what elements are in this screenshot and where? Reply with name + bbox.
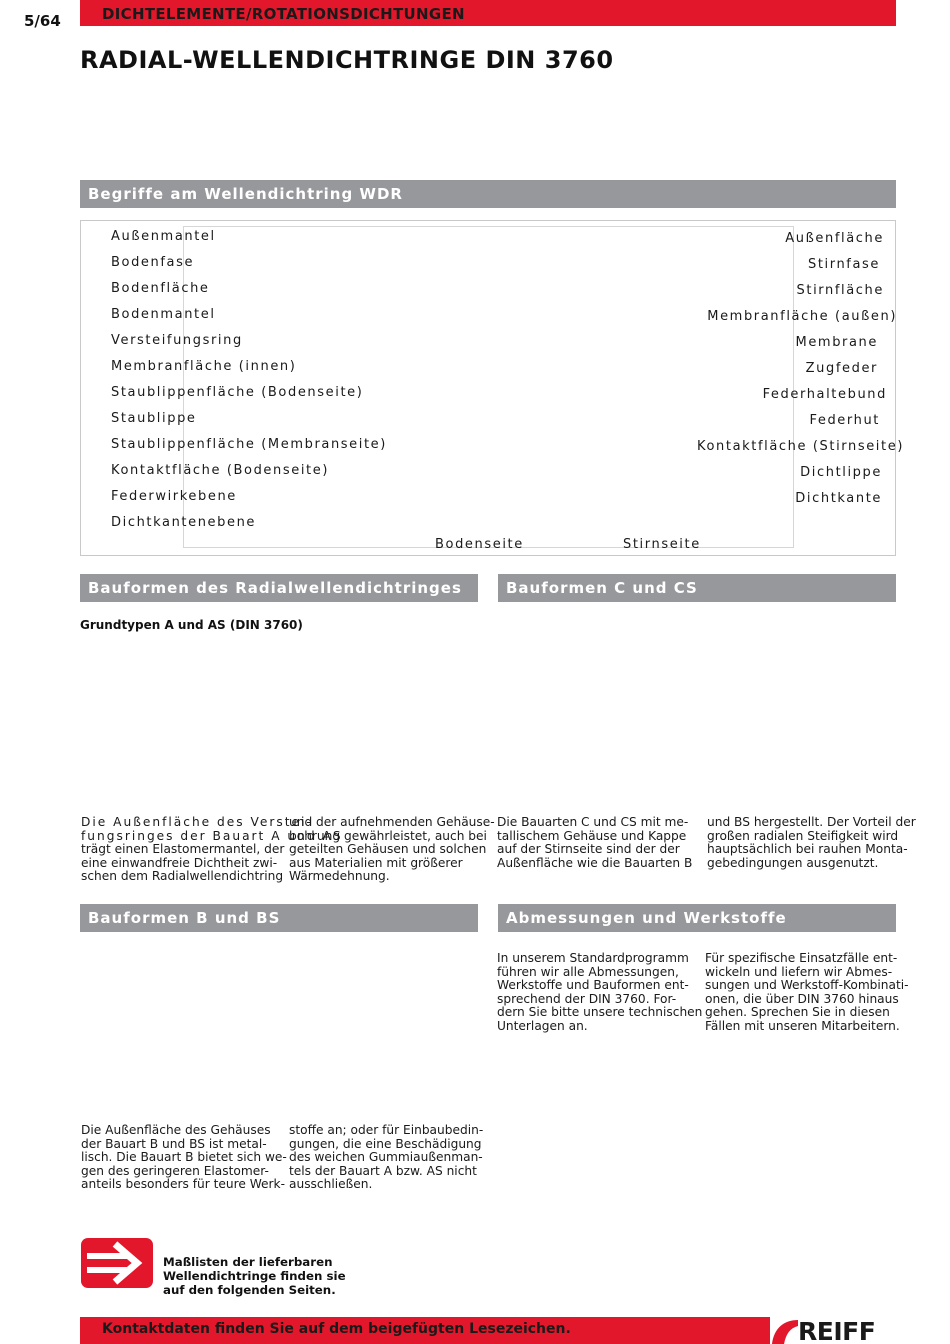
text-line: Die Außenfläche des Gehäuses (81, 1123, 271, 1137)
section-bar-c-cs (498, 574, 896, 602)
text-line: hauptsächlich bei rauhen Monta- (707, 842, 908, 857)
term-left: Staublippenfläche (Membranseite) (111, 437, 387, 452)
term-right: Stirnfase (807, 257, 880, 272)
c-cs-text-col1 (497, 816, 692, 870)
term-right: Zugfeder (805, 361, 878, 376)
text-line: stoffe an; oder für Einbaubedin- (289, 1123, 484, 1137)
text-line: Fällen mit unseren Mitarbeitern. (705, 1018, 900, 1033)
text-line: Maßlisten der lieferbaren (163, 1255, 333, 1269)
text-line: In unserem Standardprogramm (497, 951, 689, 965)
text-line: schen dem Radialwellendichtring (81, 869, 284, 884)
term-left: Membranfläche (innen) (111, 359, 297, 374)
section-bar-types (80, 574, 478, 602)
logo-text: REIFF (798, 1317, 876, 1344)
text-line: fungsringes der Bauart A und AS (81, 828, 343, 843)
types-subheading: Grundtypen A und AS (DIN 3760) (80, 618, 303, 632)
section-title-types: Bauformen des Radialwellendichtringes (88, 579, 462, 597)
text-line: Die Bauarten C und CS mit me- (497, 815, 689, 829)
text-line: großen radialen Steifigkeit wird (707, 828, 899, 843)
term-right: Dichtlippe (800, 465, 882, 480)
category-band (80, 0, 896, 26)
term-left: Bodenmantel (111, 307, 216, 322)
text-line: ausschließen. (289, 1177, 373, 1192)
text-line: gebedingungen ausgenutzt. (707, 855, 879, 870)
text-line: wickeln und liefern wir Abmes- (705, 964, 893, 979)
b-bs-text-col2 (289, 1124, 483, 1192)
page-number: 5/64 (24, 12, 61, 30)
term-left: Bodenfase (111, 255, 195, 270)
text-line: und der aufnehmenden Gehäuse- (289, 815, 495, 829)
arrow-right-icon (81, 1238, 153, 1288)
text-line: anteils besonders für teure Werk- (81, 1177, 286, 1192)
text-line: gehen. Sprechen Sie in diesen (705, 1005, 890, 1020)
text-line: Werkstoffe und Bauformen ent- (497, 978, 689, 993)
term-left: Außenmantel (111, 229, 216, 244)
text-line: Wellendichtringe finden sie (163, 1269, 346, 1283)
term-left: Federwirkebene (111, 489, 237, 504)
section-bar-b-bs (80, 904, 478, 932)
dimensions-text-col2 (705, 952, 909, 1034)
term-left: Bodenfläche (111, 281, 210, 296)
text-line: gen des geringeren Elastomer- (81, 1163, 269, 1178)
text-line: Für spezifische Einsatzfälle ent- (705, 951, 898, 965)
text-line: bohrung gewährleistet, auch bei (289, 828, 487, 843)
term-stirnseite: Stirnseite (623, 537, 701, 552)
term-right: Außenfläche (785, 231, 884, 246)
text-line: tallischem Gehäuse und Kappe (497, 828, 687, 843)
dimensions-text-col1 (497, 952, 702, 1034)
term-left: Kontaktfläche (Bodenseite) (111, 463, 330, 478)
reiff-logo (770, 1316, 896, 1344)
text-line: Außenfläche wie die Bauarten B (497, 855, 693, 870)
text-line: tels der Bauart A bzw. AS nicht (289, 1163, 477, 1178)
section-title-c-cs: Bauformen C und CS (506, 579, 698, 597)
text-line: sprechend der DIN 3760. For- (497, 991, 677, 1006)
term-right: Kontaktfläche (Stirnseite) (697, 439, 904, 454)
section-bar-dimensions (498, 904, 896, 932)
contact-text: Kontaktdaten finden Sie auf dem beigefügten Lesezeichen. (102, 1321, 571, 1337)
term-left: Staublippe (111, 411, 197, 426)
footer-note (163, 1255, 346, 1297)
text-line: Wärmedehnung. (289, 869, 390, 884)
term-left: Dichtkantenebene (111, 515, 257, 530)
b-bs-text-col1 (81, 1124, 287, 1192)
text-line: Unterlagen an. (497, 1018, 588, 1033)
text-line: Die Außenfläche des Verstei- (81, 815, 313, 829)
text-line: auf den folgenden Seiten. (163, 1283, 336, 1297)
term-right: Dichtkante (795, 491, 882, 506)
text-line: aus Materialien mit größerer (289, 855, 463, 870)
text-line: trägt einen Elastomermantel, der (81, 842, 285, 857)
text-line: der Bauart B und BS ist metal- (81, 1136, 267, 1151)
section-title-b-bs: Bauformen B und BS (88, 909, 281, 927)
term-right: Federhut (809, 413, 880, 428)
c-cs-text-col2 (707, 816, 916, 870)
section-title-terms: Begriffe am Wellendichtring WDR (88, 185, 403, 203)
term-left: Staublippenfläche (Bodenseite) (111, 385, 364, 400)
text-line: führen wir alle Abmessungen, (497, 964, 679, 979)
text-line: eine einwandfreie Dichtheit zwi- (81, 855, 278, 870)
text-line: und BS hergestellt. Der Vorteil der (707, 815, 916, 829)
text-line: geteilten Gehäusen und solchen (289, 842, 487, 857)
page-title: RADIAL-WELLENDICHTRINGE DIN 3760 (80, 46, 614, 74)
term-right: Federhaltebund (762, 387, 887, 402)
section-title-dimensions: Abmessungen und Werkstoffe (506, 909, 787, 927)
section-bar-terms (80, 180, 896, 208)
term-bodenseite: Bodenseite (435, 537, 524, 552)
types-text-col2 (289, 816, 495, 884)
term-right: Membranfläche (außen) (707, 309, 897, 324)
category-label: DICHTELEMENTE/ROTATIONSDICHTUNGEN (102, 5, 465, 23)
term-right: Stirnfläche (796, 283, 884, 298)
text-line: des weichen Gummiaußenman- (289, 1150, 483, 1165)
term-left: Versteifungsring (111, 333, 243, 348)
term-right: Membrane (795, 335, 878, 350)
text-line: lisch. Die Bauart B bietet sich we- (81, 1150, 287, 1165)
text-line: sungen und Werkstoff-Kombinati- (705, 978, 909, 993)
text-line: dern Sie bitte unsere technischen (497, 1005, 703, 1020)
text-line: onen, die über DIN 3760 hinaus (705, 991, 899, 1006)
text-line: gungen, die eine Beschädigung (289, 1136, 482, 1151)
text-line: auf der Stirnseite sind der der (497, 842, 680, 857)
